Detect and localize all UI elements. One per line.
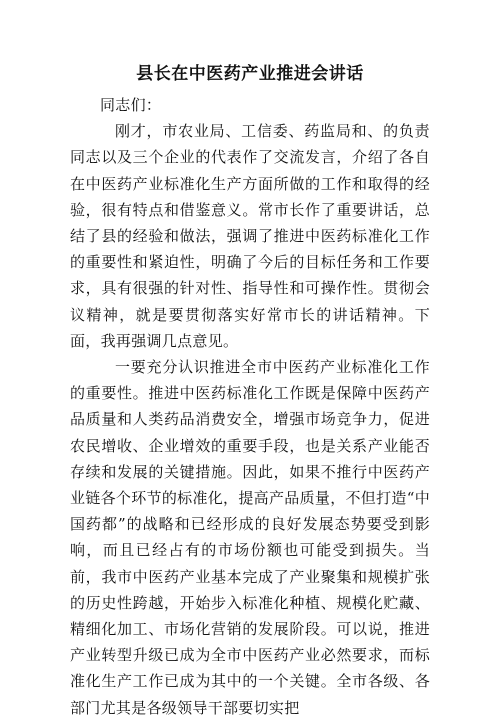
document-body [70, 92, 430, 721]
greeting-line: 同志们： [100, 96, 162, 114]
document-title: 县长在中医药产业推进会讲话 [136, 64, 364, 84]
paragraph-2: 一要充分认识推进全市中医药产业标准化工作的重要性。推进中医药标准化工作既是保障中医药产品质量和人类药品消费安全，增强市场竞争力，促进农民增收、企业增效的重要手段，也是关系产业能否存续和发展的关键措施。因此，如果不推行中医药产业链各个环节的标准化，提高产品质量，不但打造“中国药都”的战略和已经形成的良好发展态势要受到影响，而且已经占有的市场份额也可能受到损失。当前，我市中医药产业基本完成了产业聚集和规模扩张的历史性跨越，开始步入标准化种植、规模化贮藏、精细化加工、市场化营销的发展阶段。可以说，推进产业转型升级已成为全市中医药产业必然要求，而标准化生产工作已成为其中的一个关键。全市各级、各部门尤其是各级领导干部要切实把 [70, 358, 430, 717]
paragraph-1: 刚才，市农业局、工信委、药监局和、的负责同志以及三个企业的代表作了交流发言，介绍了各自在中医药产业标准化生产方面所做的工作和取得的经验，很有特点和借鉴意义。常市长作了重要讲话，总结了县的经验和做法，强调了推进中医药标准化工作的重要性和紧迫性，明确了今后的目标任务和工作要求，具有很强的针对性、指导性和可操作性。贯彻会议精神，就是要贯彻落实好常市长的讲话精神。下面，我再强调几点意见。 [70, 122, 430, 350]
